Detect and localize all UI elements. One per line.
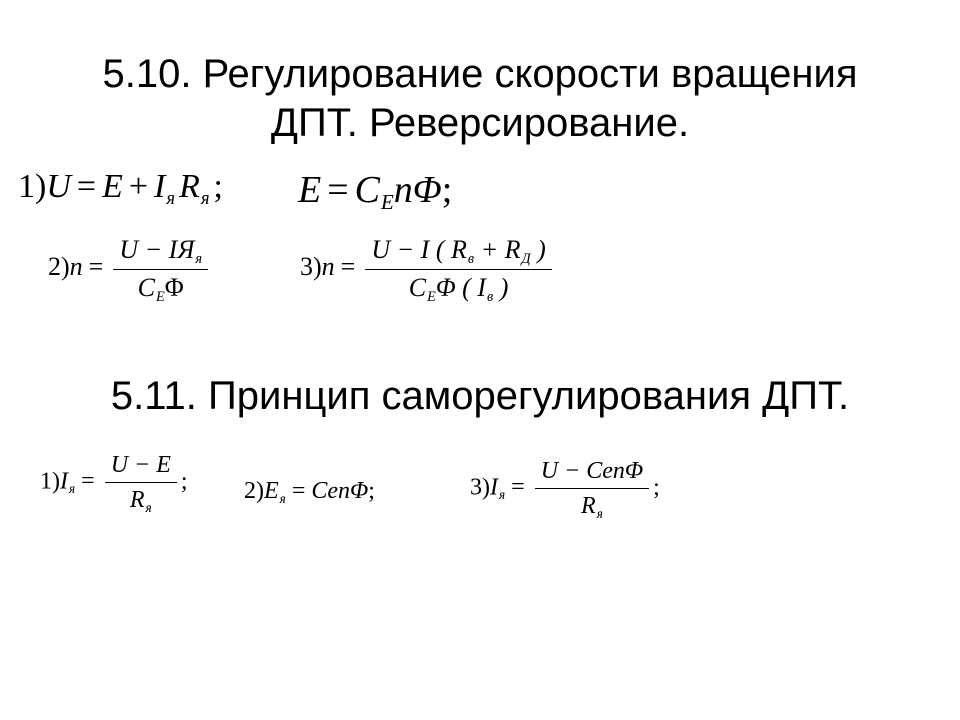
- equals-sign: =: [76, 168, 97, 205]
- section-511-title: 5.11. Принцип саморегулирования ДПТ.: [110, 374, 850, 418]
- equals-sign: =: [340, 252, 356, 282]
- formula-label: 3): [300, 252, 322, 282]
- formula-label: 1): [40, 468, 60, 495]
- formula-511-3: [470, 458, 660, 520]
- subscript: я: [166, 187, 176, 209]
- equals-sign: =: [81, 468, 95, 495]
- equals-sign: =: [291, 478, 306, 504]
- symbol-E: E: [298, 169, 322, 211]
- plus-sign: +: [128, 168, 149, 205]
- equals-sign: =: [511, 474, 525, 501]
- numerator: [365, 236, 551, 270]
- semicolon: ;: [653, 474, 660, 501]
- symbol-R: R: [129, 487, 145, 514]
- numerator-part: + R: [480, 235, 521, 264]
- formula-label: 3): [470, 474, 490, 501]
- numerator: [113, 236, 208, 270]
- formula-label: 1): [18, 168, 47, 205]
- denominator: [535, 489, 649, 519]
- semicolon: ;: [180, 468, 188, 495]
- subscript: я: [279, 490, 286, 506]
- section-510-title-line2: ДПТ. Реверсирование.: [270, 101, 690, 145]
- subscript: я: [69, 481, 76, 497]
- denominator: [113, 270, 208, 303]
- denominator: [365, 270, 551, 303]
- formula-510-3: [300, 235, 556, 305]
- symbol-I: I: [60, 468, 68, 495]
- semicolon: ;: [368, 478, 375, 504]
- fraction: [113, 235, 208, 305]
- symbol-n: n: [69, 252, 83, 282]
- symbol-phi: Φ: [164, 272, 184, 302]
- formula-511-1: [40, 452, 188, 514]
- symbol-I: I: [490, 474, 498, 501]
- denominator-part: Φ ( I: [435, 272, 486, 302]
- symbol-R: R: [581, 493, 596, 520]
- semicolon: ;: [441, 169, 453, 211]
- fraction: [105, 452, 177, 514]
- formula-510-1: [18, 168, 223, 209]
- formula-510-1b: [298, 168, 453, 215]
- formula-511-2: [244, 478, 375, 505]
- subscript: в: [467, 251, 475, 267]
- subscript: Д: [521, 251, 531, 267]
- subscript: E: [156, 288, 165, 305]
- semicolon: ;: [213, 168, 223, 205]
- subscript: я: [145, 500, 152, 515]
- denominator-part: ): [499, 272, 509, 302]
- subscript: я: [200, 187, 210, 209]
- symbol-n-phi: nΦ: [393, 169, 442, 211]
- subscript: я: [499, 487, 506, 503]
- symbol-E: E: [102, 168, 123, 205]
- symbol-C: C: [408, 272, 427, 302]
- subscript: E: [427, 288, 436, 305]
- formula-510-2: [48, 235, 212, 305]
- fraction: [535, 458, 649, 520]
- symbol-C: C: [137, 272, 155, 302]
- subscript: в: [486, 288, 494, 305]
- equals-sign: =: [327, 169, 349, 211]
- section-510-title-line1: 5.10. Регулирование скорости вращения: [102, 52, 858, 96]
- numerator-text: U − IЯ: [119, 235, 195, 264]
- formula-label: 2): [48, 252, 70, 282]
- subscript: я: [596, 506, 603, 521]
- symbol-C: C: [354, 169, 381, 211]
- denominator: [105, 483, 177, 513]
- fraction: [365, 235, 551, 305]
- symbol-U: U: [46, 168, 71, 205]
- symbol-n: n: [321, 252, 335, 282]
- equals-sign: =: [88, 252, 104, 282]
- symbol-E: E: [264, 478, 279, 504]
- symbol-I: I: [154, 168, 166, 205]
- numerator: U − E: [105, 452, 177, 483]
- numerator-part: U − I ( R: [371, 235, 467, 264]
- symbol-R: R: [179, 168, 200, 205]
- subscript: E: [381, 190, 394, 215]
- formula-label: 2): [244, 478, 264, 504]
- rhs-expression: CenΦ: [311, 478, 369, 504]
- subscript: я: [195, 251, 203, 267]
- numerator-part: ): [537, 235, 546, 264]
- numerator: U − CenΦ: [535, 458, 649, 489]
